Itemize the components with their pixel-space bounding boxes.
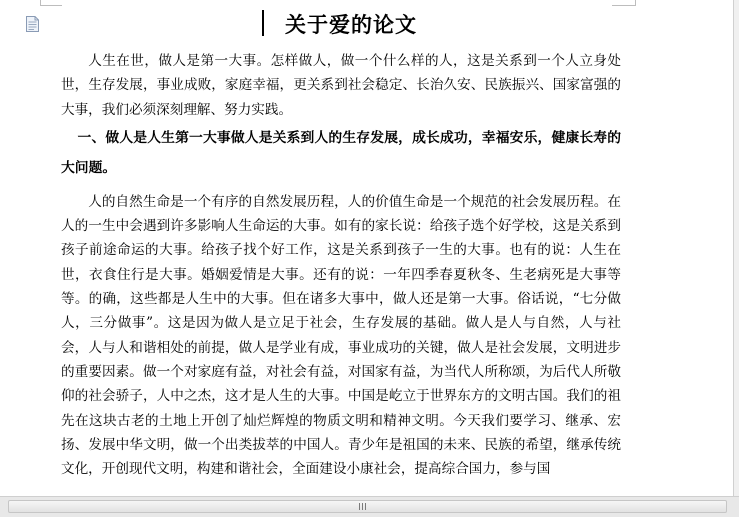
- vertical-scrollbar[interactable]: [733, 0, 739, 496]
- horizontal-scrollbar[interactable]: [0, 496, 739, 517]
- text-cursor: [262, 10, 264, 36]
- scrollbar-grip-icon[interactable]: [352, 502, 372, 511]
- margin-corner-mark-right: [612, 0, 636, 6]
- section-heading: 一、做人是人生第一大事做人是关系到人的生存发展，成长成功，幸福安乐，健康长寿的大问题。: [61, 129, 621, 176]
- document-page-icon: [26, 16, 39, 32]
- document-title: 关于爱的论文: [285, 12, 417, 37]
- document-body[interactable]: [61, 49, 621, 481]
- body-paragraph: 人的自然生命是一个有序的自然发展历程，人的价值生命是一个规范的社会发展历程。在人的一生中会遇到许多影响人生命运的大事。如有的家长说：给孩子选个好学校，这是关系到孩子前途命运的大事。给孩子找个好工作，这是关系到孩子一生的大事。也有的说：人生在世，衣食住行是大事。婚姻爱情是大事。还有的说：一年四季春夏秋冬、生老病死是大事等等。的确，这些都是人生中的大事。但在诸多大事中，做人还是第一大事。俗话说，“七分做人，三分做事”。这是因为做人是立足于社会，生存发展的基础。做人是人与自然，人与社会，人与人和谐相处的前提，做人是学业有成，事业成功的关键，做人是社会发展，文明进步的重要因素。做一个对家庭有益，对社会有益，对国家有益，为当代人所称颂，为后代人所敬仰的社会骄子，人中之杰，这才是人生的大事。中国是屹立于世界东方的文明古国。我们的祖先在这块古老的土地上开创了灿烂辉煌的物质文明和精神文明。今天我们要学习、继承、宏扬、发展中华文明，做一个出类拔萃的中国人。青少年是祖国的未来、民族的希望，继承传统文化，开创现代文明，构建和谐社会，全面建设小康社会，提高综合国力，参与国: [61, 193, 621, 478]
- margin-corner-mark-left: [40, 0, 62, 6]
- intro-paragraph: 人生在世，做人是第一大事。怎样做人，做一个什么样的人，这是关系到一个人立身处世，生存发展，事业成败，家庭幸福，更关系到社会稳定、长治久安、民族振兴、国家富强的大事，我们必须深刻理解、努力实践。: [61, 53, 621, 118]
